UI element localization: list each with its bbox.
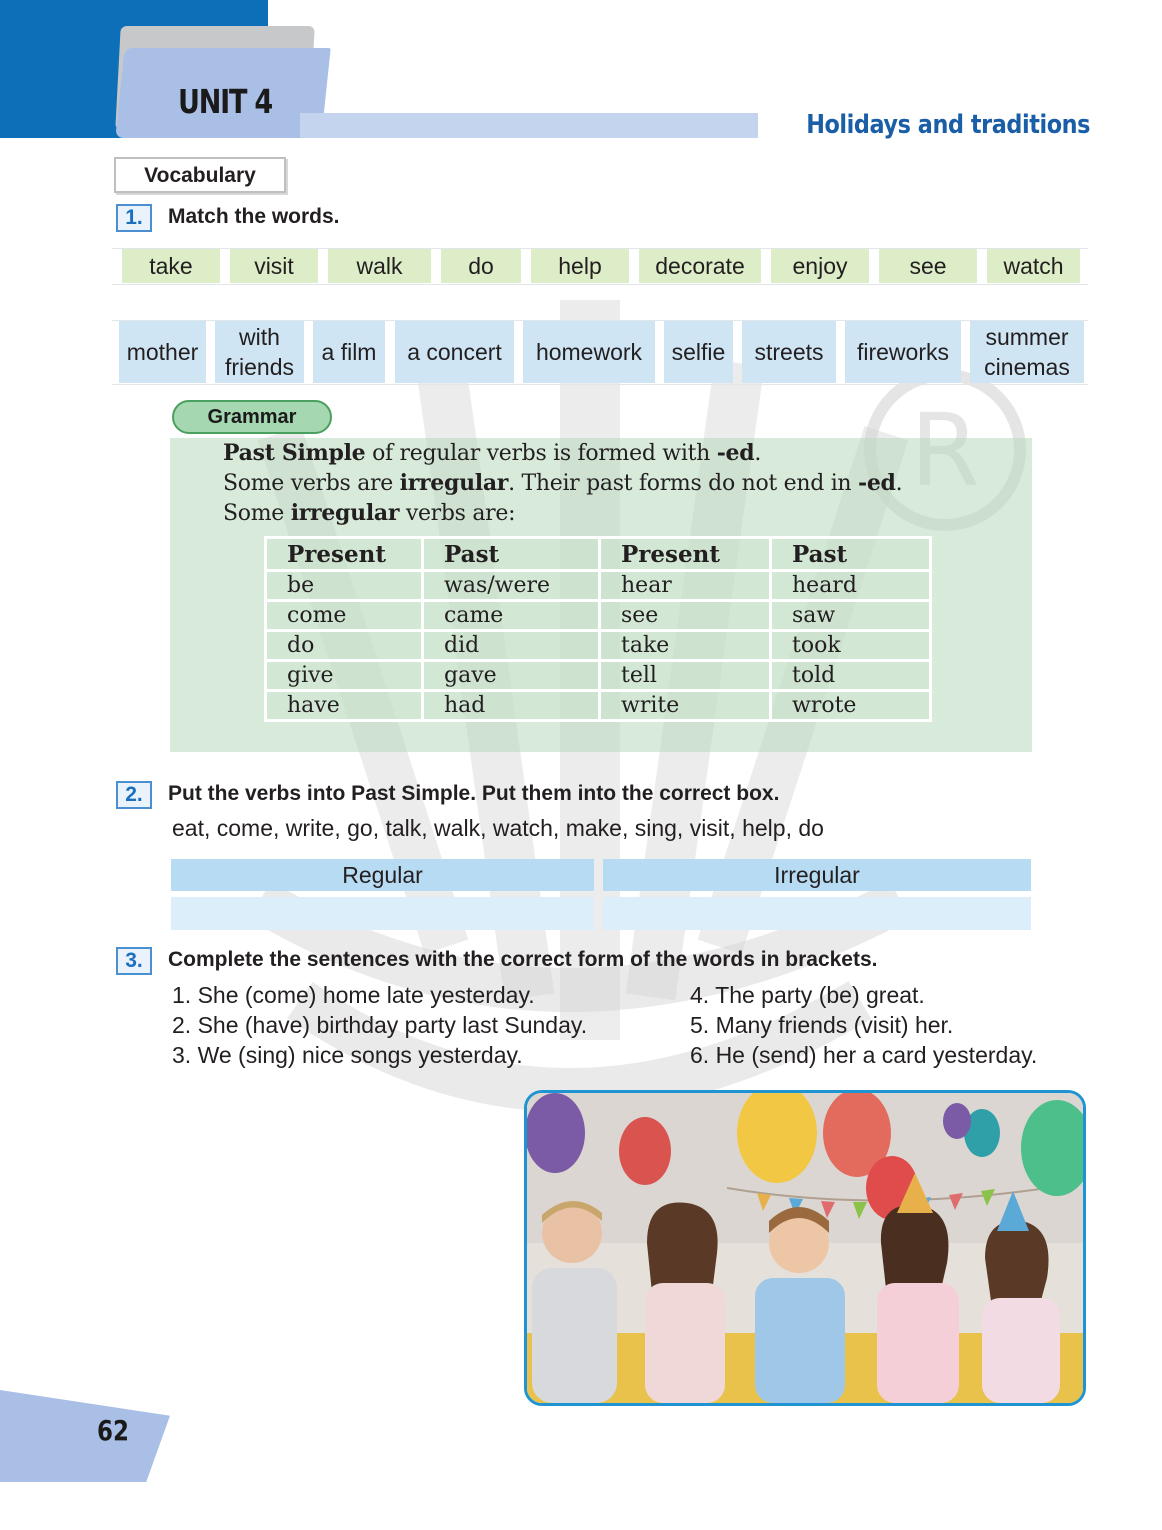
table-header: Present [600, 538, 771, 571]
phrase-text: summer [985, 324, 1069, 350]
table-cell: came [423, 601, 600, 631]
page-number: 62 [97, 1414, 129, 1447]
sentence-item: 1. She (come) home late yesterday. [172, 982, 535, 1008]
table-cell: see [600, 601, 771, 631]
table-cell: tell [600, 661, 771, 691]
grammar-rule-1 [223, 440, 761, 466]
topic-title: Holidays and traditions [806, 110, 1090, 140]
table-cell: told [771, 661, 931, 691]
grammar-term: -ed [858, 470, 896, 496]
phrase-cell [395, 321, 514, 383]
phrase-cell [742, 321, 836, 383]
verb-cell: do [441, 249, 521, 283]
table-row [266, 631, 931, 661]
exercise-2-number: 2. [116, 781, 152, 809]
grammar-rule-2 [223, 470, 902, 496]
sentence-item: 2. She (have) birthday party last Sunday. [172, 1012, 588, 1038]
phrase-cell [119, 321, 206, 383]
irregular-verbs-table [264, 536, 932, 722]
table-cell: come [266, 601, 423, 631]
grammar-term: Past Simple [223, 440, 366, 466]
table-cell: give [266, 661, 423, 691]
table-cell: have [266, 691, 423, 721]
phrase-cell [845, 321, 961, 383]
grammar-text: verbs are: [399, 501, 516, 526]
verb-cell: enjoy [771, 249, 869, 283]
table-row [266, 601, 931, 631]
phrase-cell [664, 321, 733, 383]
grammar-text: of regular verbs is formed with [365, 441, 717, 466]
table-row [266, 691, 931, 721]
header-strip [300, 113, 758, 138]
unit-title: UNIT 4 [178, 82, 273, 121]
verb-cell: help [531, 249, 629, 283]
phrase-text: homework [535, 339, 643, 365]
table-cell: gave [423, 661, 600, 691]
answer-box-regular[interactable] [171, 897, 594, 930]
phrase-text: streets [754, 339, 824, 365]
grammar-text: . Their past forms do not end in [508, 471, 858, 496]
grammar-text: . [754, 441, 762, 466]
table-cell: was/were [423, 571, 600, 601]
grammar-text: Some [223, 501, 291, 526]
party-photo [524, 1090, 1086, 1406]
exercise-3-instruction: Complete the sentences with the correct form of the words in brackets. [168, 948, 878, 971]
exercise-3-number: 3. [116, 947, 152, 975]
grammar-term: irregular [290, 500, 400, 526]
table-cell: take [600, 631, 771, 661]
table-cell: did [423, 631, 600, 661]
phrase-row [0, 321, 1162, 383]
table-header: Present [266, 538, 423, 571]
table-cell: took [771, 631, 931, 661]
sentence-item: 5. Many friends (visit) her. [690, 1012, 954, 1038]
phrase-cell [313, 321, 385, 383]
table-cell: write [600, 691, 771, 721]
verb-cell: watch [987, 249, 1080, 283]
grammar-term: -ed [716, 440, 755, 466]
exercise-1-instruction: Match the words. [168, 205, 340, 228]
phrase-cell [523, 321, 655, 383]
phrase-text: a film [321, 339, 377, 365]
sentence-item: 4. The party (be) great. [690, 982, 925, 1008]
phrase-text: mother [126, 339, 199, 365]
row-rule [112, 384, 1088, 385]
party-illustration [527, 1093, 1083, 1403]
table-cell: wrote [771, 691, 931, 721]
phrase-text: selfie [671, 339, 726, 365]
answer-box-irregular[interactable] [603, 897, 1031, 930]
page-number-tab [0, 1390, 170, 1482]
table-header-row [266, 538, 931, 571]
table-cell: saw [771, 601, 931, 631]
phrase-cell [215, 321, 304, 383]
verb-cell: visit [230, 249, 318, 283]
table-cell: hear [600, 571, 771, 601]
exercise-2-instruction: Put the verbs into Past Simple. Put them into the correct box. [168, 782, 780, 805]
verb-cell: see [879, 249, 977, 283]
table-header: Past [771, 538, 931, 571]
table-cell: do [266, 631, 423, 661]
column-header-regular: Regular [171, 859, 594, 891]
column-header-irregular: Irregular [603, 859, 1031, 891]
grammar-text: . [895, 471, 903, 496]
verb-cell: walk [328, 249, 431, 283]
table-cell: had [423, 691, 600, 721]
phrase-text: cinemas [984, 354, 1070, 380]
table-cell: be [266, 571, 423, 601]
phrase-text: a concert [407, 339, 502, 365]
grammar-term: irregular [399, 470, 509, 496]
grammar-label: Grammar [172, 400, 332, 434]
table-row [266, 571, 931, 601]
phrase-cell [970, 321, 1084, 383]
phrase-text: friends [224, 354, 295, 380]
table-header: Past [423, 538, 600, 571]
sentence-item: 3. We (sing) nice songs yesterday. [172, 1042, 523, 1068]
table-row [266, 661, 931, 691]
table-cell: heard [771, 571, 931, 601]
grammar-text: Some verbs are [223, 471, 400, 496]
verb-cell: take [122, 249, 220, 283]
grammar-rule-3 [223, 500, 515, 526]
verb-cell: decorate [639, 249, 761, 283]
exercise-1-number: 1. [116, 204, 152, 232]
exercise-2-verb-list: eat, come, write, go, talk, walk, watch, make, sing, visit, help, do [172, 815, 824, 841]
phrase-text: with [239, 324, 280, 350]
phrase-text: fireworks [856, 339, 949, 365]
sentence-item: 6. He (send) her a card yesterday. [690, 1042, 1038, 1068]
section-label-vocabulary: Vocabulary [114, 157, 286, 193]
row-rule [112, 284, 1088, 285]
